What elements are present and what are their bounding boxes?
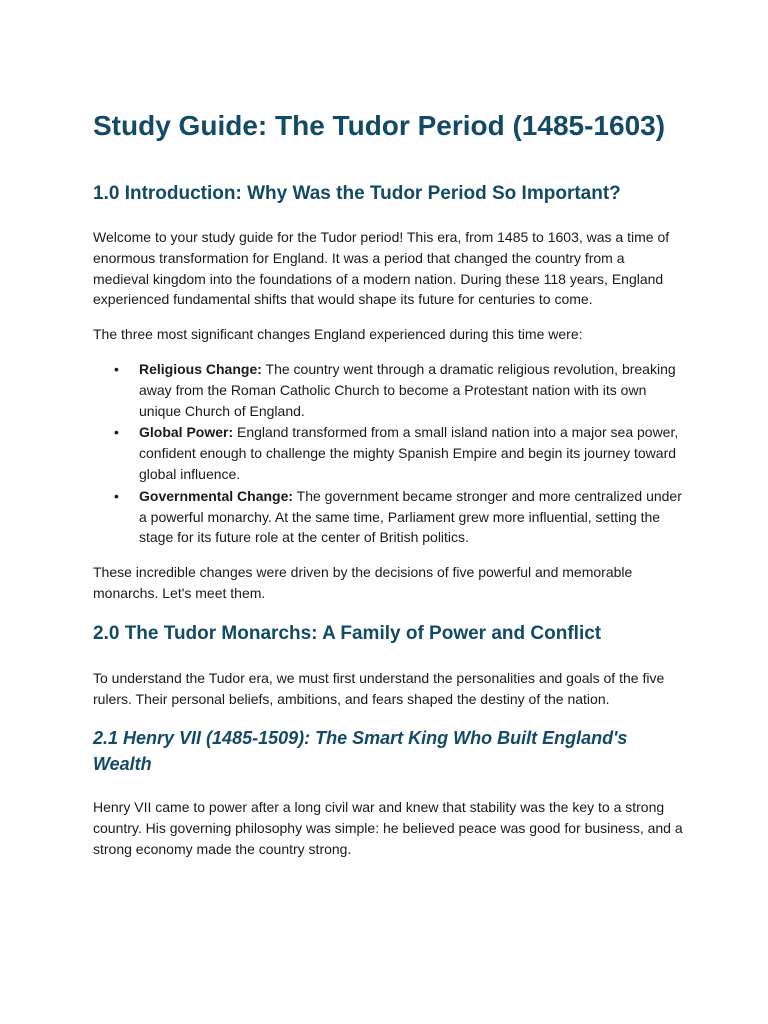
list-item-term: Governmental Change:: [139, 487, 294, 504]
monarchs-intro-paragraph: To understand the Tudor era, we must first understand the personalities and goals of the five rulers. Their personal beliefs, ambitions, and fears shaped the destiny of the nation.: [93, 669, 665, 707]
list-item-text: The government became stronger and more centralized under a powerful monarchy. At the same time, Parliament grew more influential, setting the stage for its future role at the center of British politics.: [139, 487, 682, 546]
changes-lead-paragraph: The three most significant changes England experienced during this time were:: [93, 326, 583, 343]
changes-list: [93, 359, 683, 548]
list-item-global-power: [114, 422, 683, 484]
bullet-icon: •: [114, 360, 119, 377]
closing-paragraph: These incredible changes were driven by the decisions of five powerful and memorable monarchs. Let's meet them.: [93, 564, 633, 601]
bullet-icon: •: [114, 487, 119, 504]
intro-paragraph: Welcome to your study guide for the Tudor period! This era, from 1485 to 1603, was a time of enormous transformation for England. It was a period that changed the country from a medieval kingdom into the foundations of a modern nation. During these 118 years, England experienced fundamental shifts that would shape its future for centuries to come.: [93, 229, 670, 308]
list-item-governmental-change: [114, 486, 683, 548]
document-title: Study Guide: The Tudor Period (1485-1603): [93, 110, 666, 141]
document-page: [93, 105, 683, 874]
list-item-term: Religious Change:: [139, 360, 262, 377]
section-heading-monarchs: 2.0 The Tudor Monarchs: A Family of Power and Conflict: [93, 622, 602, 644]
list-item-text: England transformed from a small island nation into a major sea power, confident enough to challenge the mighty Spanish Empire and begin its journey toward global influence.: [139, 424, 679, 482]
henry-vii-paragraph: Henry VII came to power after a long civil war and knew that stability was the key to a strong country. His governing philosophy was simple: he believed peace was good for business, and a strong economy made the country strong.: [93, 799, 683, 857]
list-item-term: Global Power:: [139, 424, 234, 441]
section-heading-introduction: 1.0 Introduction: Why Was the Tudor Period So Important?: [93, 183, 621, 204]
subsection-heading-henry-vii: 2.1 Henry VII (1485-1509): The Smart King Who Built England's Wealth: [93, 728, 628, 775]
list-item-religious-change: [114, 359, 683, 421]
list-item-text: The country went through a dramatic religious revolution, breaking away from the Roman Catholic Church to become a Protestant nation with its own unique Church of England.: [139, 360, 676, 419]
bullet-icon: •: [114, 424, 119, 441]
